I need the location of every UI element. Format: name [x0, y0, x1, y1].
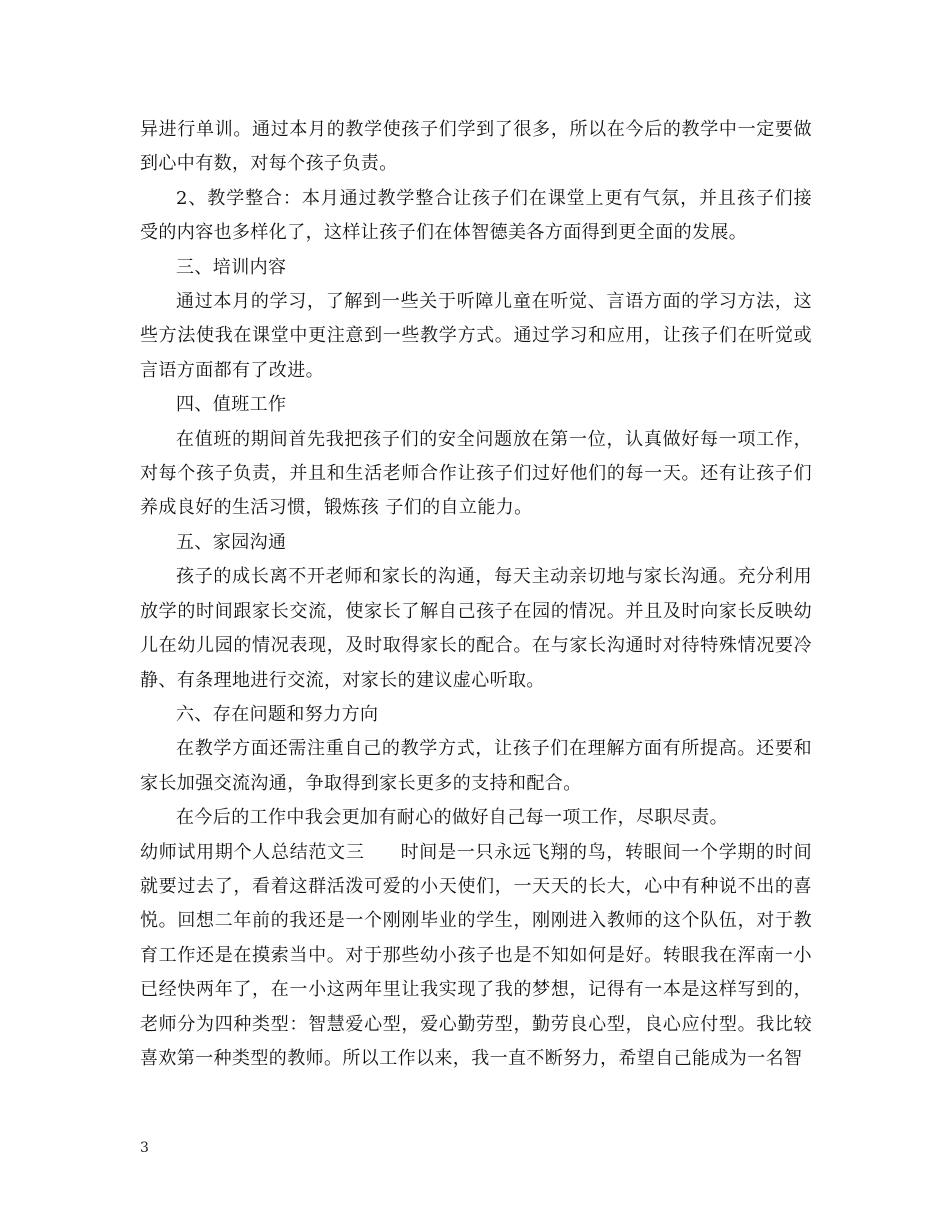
paragraph-home-school: 孩子的成长离不开老师和家长的沟通，每天主动亲切地与家长沟通。充分利用放学的时间跟家长交流，使家长了解自己孩子在园的情况。并且及时向家长反映幼儿在幼儿园的情况表现，及时取得家长的配合。在与家长沟通时对待特殊情况要冷静、有条理地进行交流，对家长的建议虚心听取。	[140, 566, 812, 691]
summary-three-text: 时间是一只永远飞翔的鸟，转眼间一个学期的时间就要过去了，看着这群活泼可爱的小天使们，一天天的长大，心中有种说不出的喜悦。回想二年前的我还是一个刚刚毕业的学生，刚刚进入教师的这个队伍，对于教育工作还是在摸索当中。对于那些幼小孩子也是不知如何是好。转眼我在浑南一小已经快两年了，在一小这两年里让我实现了我的梦想，记得有一本是这样写到的，老师分为四种类型：智慧爱心型，爱心勤劳型，勤劳良心型，良心应付型。我比较喜欢第一种类型的教师。所以工作以来，我一直不断努力，希望自己能成为一名智	[140, 841, 812, 1069]
page-number: 3	[140, 1140, 149, 1156]
section-heading-home-school: 五、家园沟通	[176, 531, 287, 553]
section-heading-problems: 六、存在问题和努力方向	[176, 703, 379, 725]
inline-article-title: 幼师试用期个人总结范文三	[140, 841, 365, 863]
paragraph-problems: 在教学方面还需注重自己的教学方式，让孩子们在理解方面有所提高。还要和家长加强交流沟通，争取得到家长更多的支持和配合。	[140, 738, 812, 794]
paragraph-duty: 在值班的期间首先我把孩子们的安全问题放在第一位，认真做好每一项工作，对每个孩子负责，并且和生活老师合作让孩子们过好他们的每一天。还有让孩子们养成良好的生活习惯，锻炼孩 子们的自立能力。	[140, 428, 812, 519]
paragraph-teaching-integration: 2、教学整合：本月通过教学整合让孩子们在课堂上更有气氛，并且孩子们接受的内容也多样化了，这样让孩子们在体智德美各方面得到更全面的发展。	[140, 187, 812, 244]
paragraph-continuation: 异进行单训。通过本月的教学使孩子们学到了很多，所以在今后的教学中一定要做到心中有数，对每个孩子负责。	[140, 119, 812, 175]
paragraph-summary-three	[140, 836, 812, 1077]
paragraph-future: 在今后的工作中我会更加有耐心的做好自己每一项工作，尽职尽责。	[176, 807, 728, 829]
paragraph-training: 通过本月的学习，了解到一些关于听障儿童在听觉、言语方面的学习方法，这些方法使我在课堂中更注意到一些教学方式。通过学习和应用，让孩子们在听觉或言语方面都有了改进。	[140, 291, 812, 381]
section-heading-duty: 四、值班工作	[176, 394, 287, 416]
section-heading-training: 三、培训内容	[176, 256, 287, 278]
document-body	[140, 113, 812, 1076]
